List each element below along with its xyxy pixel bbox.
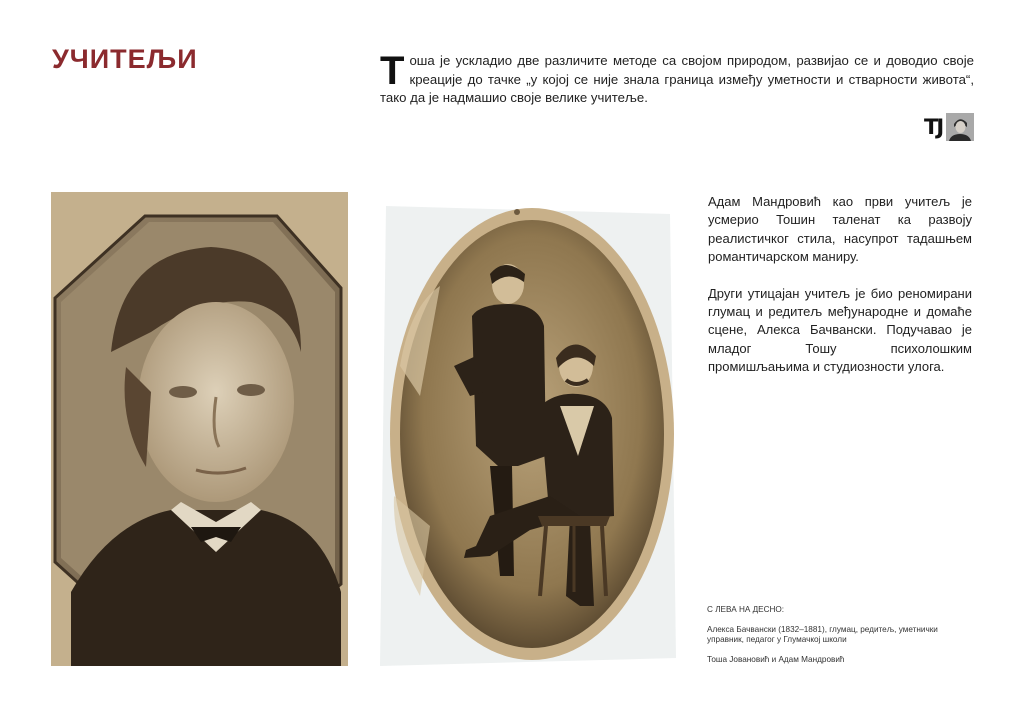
paragraph-mandrovic: Адам Мандровић као први учитељ је усмерио Тошин таленат ка развоју реалистичког стила, насупрот тадашњем романтичарском маниру.	[708, 194, 972, 265]
page-title: УЧИТЕЉИ	[52, 44, 198, 74]
caption-right-photo: Тоша Јовановић и Адам Мандровић	[707, 654, 845, 664]
drop-cap: Т	[380, 49, 405, 93]
logo-monogram: TJ	[924, 115, 943, 139]
photo-captions	[707, 605, 975, 674]
intro-paragraph	[380, 49, 974, 108]
tj-logo	[924, 113, 974, 141]
portrait-aleksa-bacvanski	[51, 192, 348, 666]
caption-heading: С ЛЕВА НА ДЕСНО:	[707, 605, 785, 614]
logo-portrait-thumbnail	[946, 113, 974, 141]
intro-text: оша је ускладио две различите методе са својом природом, развијао се и доводио своје креације до тачке „у којој се није знала граница између уметности и стварности живота“, тако да је надмашио своје велике учитеље.	[380, 53, 974, 105]
paragraph-bacvanski: Други утицајан учитељ је био реномирани глумац и редитељ међународне и домаће сцене, Алекса Бачвански. Подучавао је младог Тошу психолошким промишљањима и студиозности улога.	[708, 285, 972, 375]
body-text	[708, 193, 972, 395]
caption-left-photo: Алекса Бачвански (1832–1881), глумац, редитељ, уметнички управник, педагог у Глумачкој школи	[707, 624, 938, 644]
photo-toša-jovanovic-and-adam-mandrovic	[380, 196, 676, 666]
